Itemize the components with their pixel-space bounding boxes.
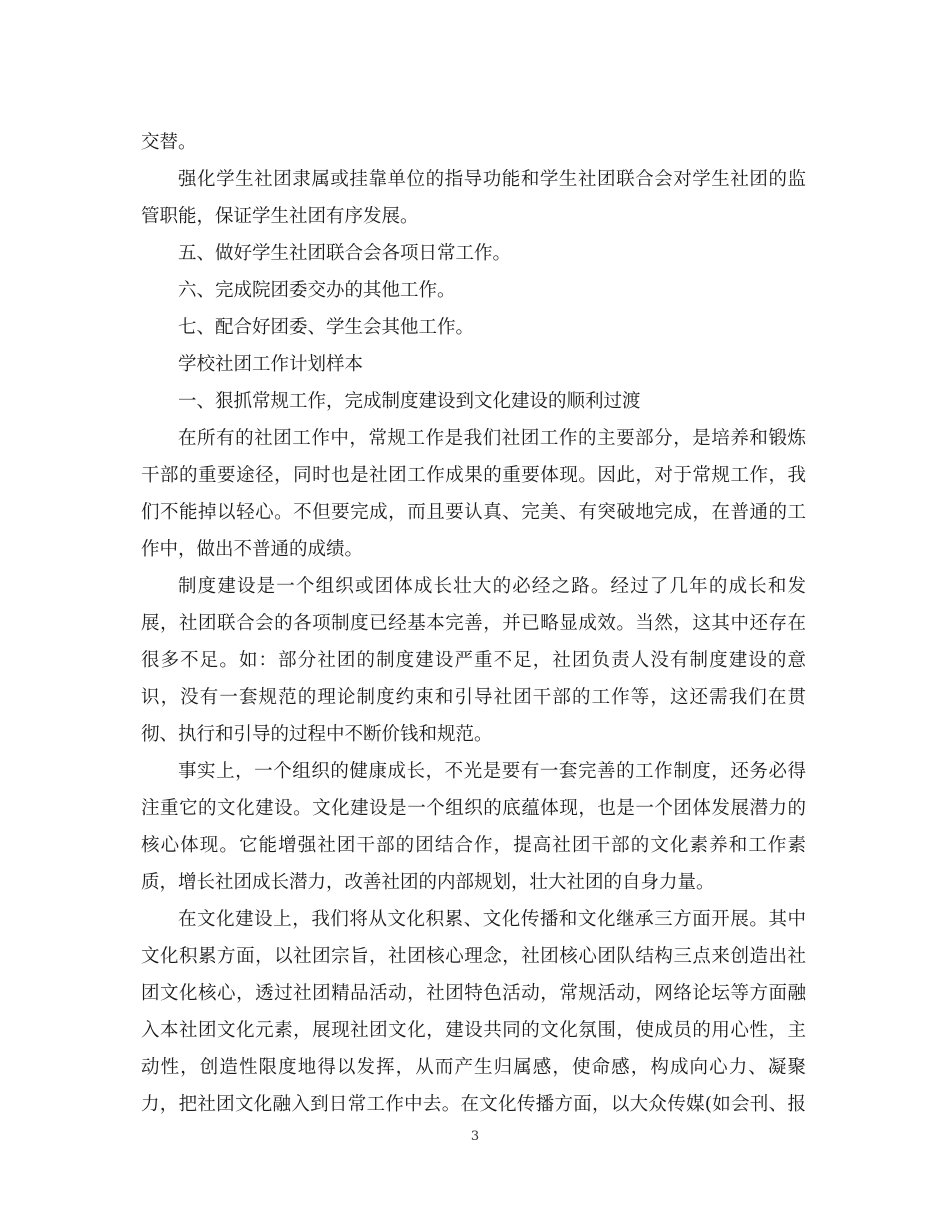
section-title [141,346,806,383]
paragraph [141,235,806,272]
paragraph [141,124,806,161]
text-line: 制度建设是一个组织或团体成长壮大的必经之路。经过了几年的成长和发 [178,576,806,597]
text-line: 识，没有一套规范的理论制度约束和引导社团干部的工作等，这还需我们在贯 [141,687,806,708]
paragraph [141,161,806,235]
text-line: 展，社团联合会的各项制度已经基本完善，并已略显成效。当然，这其中还存在 [141,613,806,634]
text-line: 动性，创造性限度地得以发挥，从而产生归属感，使命感，构成向心力、凝聚 [141,1057,806,1078]
paragraph [141,309,806,346]
text-line: 管职能，保证学生社团有序发展。 [141,206,419,227]
text-line: 在所有的社团工作中，常规工作是我们社团工作的主要部分，是培养和锻炼 [178,428,806,449]
text-line: 事实上，一个组织的健康成长，不光是要有一套完善的工作制度，还务必得 [178,761,806,782]
text-line: 一、狠抓常规工作，完成制度建设到文化建设的顺利过渡 [178,391,641,412]
text-line: 在文化建设上，我们将从文化积累、文化传播和文化继承三方面开展。其中 [178,909,806,930]
document-body [141,124,806,1123]
text-line: 作中，做出不普通的成绩。 [141,539,364,560]
text-line: 干部的重要途径，同时也是社团工作成果的重要体现。因此，对于常规工作，我 [141,465,806,486]
text-line: 注重它的文化建设。文化建设是一个组织的底蕴体现，也是一个团体发展潜力的 [141,798,806,819]
text-line: 彻、执行和引导的过程中不断价钱和规范。 [141,724,493,745]
text-line: 五、做好学生社团联合会各项日常工作。 [178,243,512,264]
page-number: 3 [470,1129,480,1144]
section-heading [141,383,806,420]
text-line: 们不能掉以轻心。不但要完成，而且要认真、完美、有突破地完成，在普通的工 [141,502,806,523]
text-line: 交替。 [141,132,197,153]
text-line: 很多不足。如：部分社团的制度建设严重不足，社团负责人没有制度建设的意 [141,650,806,671]
text-line: 强化学生社团隶属或挂靠单位的指导功能和学生社团联合会对学生社团的监 [178,169,806,190]
text-line: 七、配合好团委、学生会其他工作。 [178,317,475,338]
paragraph [141,901,806,1123]
text-line: 学校社团工作计划样本 [178,354,364,375]
text-line: 文化积累方面，以社团宗旨，社团核心理念，社团核心团队结构三点来创造出社 [141,946,806,967]
text-line: 入本社团文化元素，展现社团文化，建设共同的文化氛围，使成员的用心性，主 [141,1020,806,1041]
text-line: 六、完成院团委交办的其他工作。 [178,280,456,301]
paragraph [141,272,806,309]
text-line: 团文化核心，透过社团精品活动，社团特色活动，常规活动，网络论坛等方面融 [141,983,806,1004]
paragraph [141,568,806,753]
paragraph [141,420,806,568]
text-line: 力，把社团文化融入到日常工作中去。在文化传播方面，以大众传媒(如会刊、报 [141,1094,806,1115]
text-line: 核心体现。它能增强社团干部的团结合作，提高社团干部的文化素养和工作素 [141,835,806,856]
paragraph [141,753,806,901]
text-line: 质，增长社团成长潜力，改善社团的内部规划，壮大社团的自身力量。 [141,872,715,893]
